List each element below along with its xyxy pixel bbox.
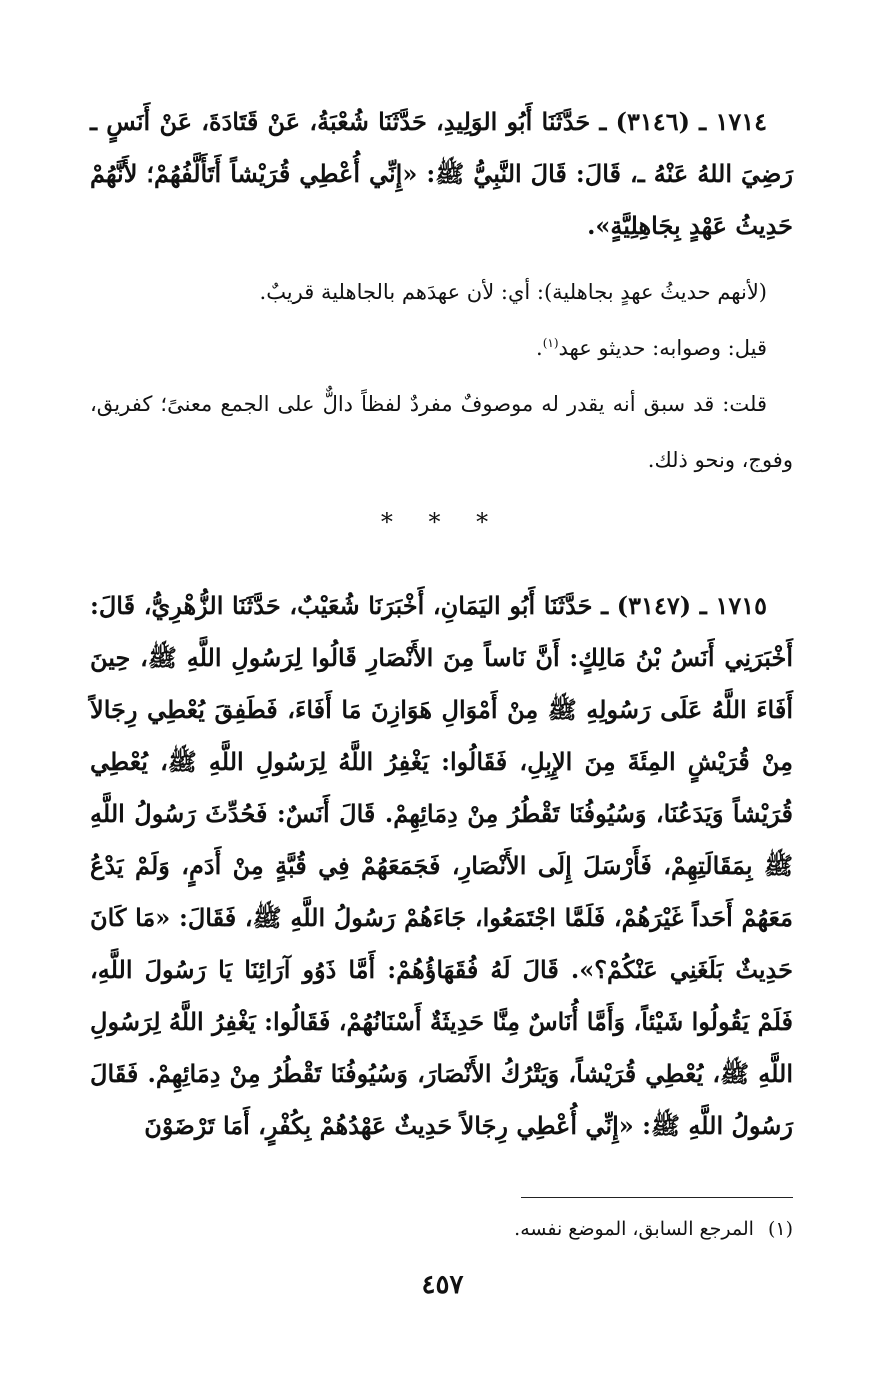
hadith-1714-text: ١٧١٤ ـ (٣١٤٦) ـ حَدَّثَنَا أَبُو الوَلِيدِ، حَدَّثَنَا شُعْبَةُ، عَنْ قَتَادَةَ، عَنْ أَنَسٍ ـ رَضِيَ اللهُ عَنْهُ ـ، قَالَ: قَالَ النَّبِيُّ ﷺ: «إِنِّي أُعْطِي قُرَيْشاً أَتَأَلَّفُهُمْ؛ لأَنَّهُمْ حَدِيثُ عَهْدٍ بِجَاهِلِيَّةٍ». bbox=[90, 107, 793, 240]
commentary-line-3: قلت: قد سبق أنه يقدر له موصوفٌ مفردٌ لفظاً دالٌّ على الجمع معنىً؛ كفريق، وفوج، ونحو ذلك. bbox=[90, 392, 793, 472]
footnote-divider bbox=[521, 1197, 793, 1198]
section-separator: * * * bbox=[380, 508, 503, 536]
footnote-text: المرجع السابق، الموضع نفسه. bbox=[514, 1218, 754, 1240]
commentary-line-1: (لأنهم حديثُ عهدٍ بجاهلية): أي: لأن عهدَهم بالجاهلية قريبٌ. bbox=[259, 280, 767, 304]
footnote-reference: (١) bbox=[542, 336, 559, 350]
footnote-marker: (١) bbox=[767, 1218, 793, 1240]
commentary-line-2-text: قيل: وصوابه: حديثو عهد bbox=[558, 336, 767, 360]
page-number: ٤٥٧ bbox=[421, 1270, 464, 1300]
hadith-1715-text: ١٧١٥ ـ (٣١٤٧) ـ حَدَّثَنَا أَبُو اليَمَانِ، أَخْبَرَنَا شُعَيْبٌ، حَدَّثَنَا الزُّهْرِيُّ، قَالَ: أَخْبَرَنِي أَنَسُ بْنُ مَالِكٍ: أَنَّ نَاساً مِنَ الأَنْصَارِ قَالُوا لِرَسُولِ اللَّهِ ﷺ، حِينَ أَفَاءَ اللَّهُ عَلَى رَسُولِهِ ﷺ مِنْ أَمْوَالِ هَوَازِنَ مَا أَفَاءَ، فَطَفِقَ يُعْطِي رِجَالاً مِنْ قُرَيْشٍ المِئَةَ مِنَ الإِبِلِ، فَقَالُوا: يَغْفِرُ اللَّهُ لِرَسُولِ اللَّهِ ﷺ، يُعْطِي قُرَيْشاً وَيَدَعُنَا، وَسُيُوفُنَا تَقْطُرُ مِنْ دِمَائِهِمْ. قَالَ أَنَسٌ: فَحُدِّثَ رَسُولُ اللَّهِ ﷺ بِمَقَالَتِهِمْ، فَأَرْسَلَ إِلَى الأَنْصَارِ، فَجَمَعَهُمْ فِي قُبَّةٍ مِنْ أَدَمٍ، وَلَمْ يَدْعُ مَعَهُمْ أَحَداً غَيْرَهُمْ، فَلَمَّا اجْتَمَعُوا، جَاءَهُمْ رَسُولُ اللَّهِ ﷺ، فَقَالَ: «مَا كَانَ حَدِيثٌ بَلَغَنِي عَنْكُمْ؟». قَالَ لَهُ فُقَهَاؤُهُمْ: أَمَّا ذَوُو آرَائِنَا يَا رَسُولَ اللَّهِ، فَلَمْ يَقُولُوا شَيْئاً، وَأَمَّا أُنَاسٌ مِنَّا حَدِيثَةٌ أَسْنَانُهُمْ، فَقَالُوا: يَغْفِرُ اللَّهُ لِرَسُولِ اللَّهِ ﷺ، يُعْطِي قُرَيْشاً، وَيَتْرُكُ الأَنْصَارَ، وَسُيُوفُنَا تَقْطُرُ مِنْ دِمَائِهِمْ. فَقَالَ رَسُولُ اللَّهِ ﷺ: «إِنِّي أُعْطِي رِجَالاً حَدِيثٌ عَهْدُهُمْ بِكُفْرٍ، أَمَا تَرْضَوْنَ bbox=[90, 591, 793, 1140]
commentary-line-2-end: . bbox=[536, 336, 543, 360]
commentary-line-2 bbox=[90, 320, 793, 376]
hadith-1715-block bbox=[90, 580, 793, 1152]
commentary-block bbox=[90, 264, 793, 488]
footnote bbox=[90, 1214, 793, 1244]
hadith-1714-block bbox=[90, 96, 793, 252]
